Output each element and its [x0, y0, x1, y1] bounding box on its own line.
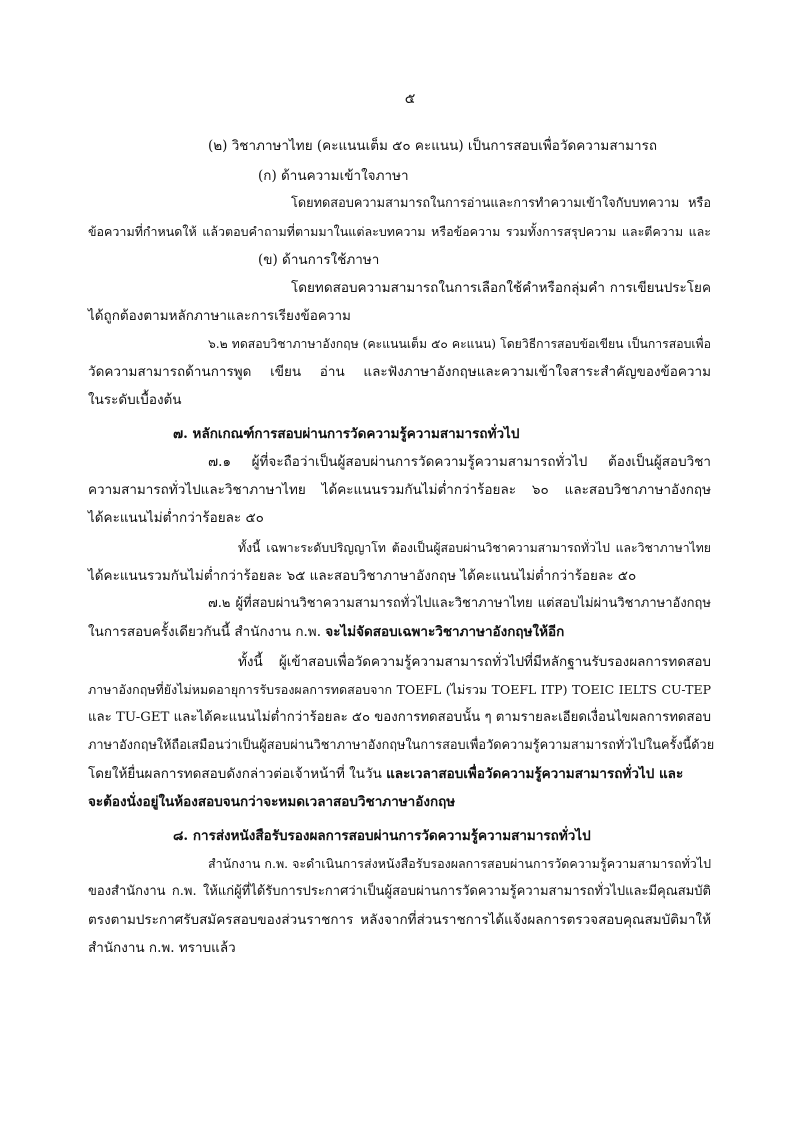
thai-usage-heading: (ข) ด้านการใช้ภาษา: [258, 252, 380, 268]
page-number: ๕: [404, 91, 416, 107]
english-test-line-3: ในระดับเบื้องต้น: [88, 392, 182, 408]
section-7-2-line-2: [88, 622, 564, 642]
thai-usage-line-2: ได้ถูกต้องตามหลักภาษาและการเรียงข้อความ: [88, 308, 351, 324]
english-test-line-2: วัดความสามารถด้านการพูด เขียน อ่าน และฟังภาษาอังกฤษและความเข้าใจสาระสำคัญของข้อความ: [88, 364, 711, 380]
section-7-2-text: ในการสอบครั้งเดียวกันนี้ สำนักงาน ก.พ.: [88, 624, 326, 640]
certificate-line-3: และ TU-GET และได้คะแนนไม่ต่ำกว่าร้อยละ ๕๐ ของการทดสอบนั้น ๆ ตามรายละเอียดเงื่อนไขผลการทดสอบ: [88, 710, 711, 725]
thai-comprehension-line-2: ข้อความที่กำหนดให้ แล้วตอบคำถามที่ตามมาในแต่ละบทความ หรือข้อความ รวมทั้งการสรุปความ และตีความ และ: [88, 224, 711, 239]
section-8-heading: ๘. การส่งหนังสือรับรองผลการสอบผ่านการวัดความรู้ความสามารถทั่วไป: [173, 828, 591, 844]
thai-usage-line-1: โดยทดสอบความสามารถในการเลือกใช้คำหรือกลุ่มคำ การเขียนประโยค: [291, 280, 711, 296]
certificate-line-4: ภาษาอังกฤษให้ถือเสมือนว่าเป็นผู้สอบผ่านวิชาภาษาอังกฤษในการสอบเพื่อวัดความรู้ความสามารถทั่วไปในครั้งนี้ด้วย: [88, 738, 715, 753]
section-7-heading: ๗. หลักเกณฑ์การสอบผ่านการวัดความรู้ความสามารถทั่วไป: [173, 426, 520, 442]
section-8-line-4: สำนักงาน ก.พ. ทราบแล้ว: [88, 940, 236, 956]
section-7-2-line-1: ๗.๒ ผู้ที่สอบผ่านวิชาความสามารถทั่วไปและวิชาภาษาไทย แต่สอบไม่ผ่านวิชาภาษาอังกฤษ: [208, 596, 711, 611]
section-8-line-1: สำนักงาน ก.พ. จะดำเนินการส่งหนังสือรับรองผลการสอบผ่านการวัดความรู้ความสามารถทั่วไป: [208, 856, 712, 871]
certificate-submit-time: และเวลาสอบเพื่อวัดความรู้ความสามารถทั่วไป และ: [386, 766, 684, 782]
section-7-1-line-2: ความสามารถทั่วไปและวิชาภาษาไทย ได้คะแนนรวมกันไม่ต่ำกว่าร้อยละ ๖๐ และสอบวิชาภาษาอังกฤษ: [88, 482, 711, 498]
master-degree-line-2: ได้คะแนนรวมกันไม่ต่ำกว่าร้อยละ ๖๕ และสอบวิชาภาษาอังกฤษ ได้คะแนนไม่ต่ำกว่าร้อยละ ๕๐: [88, 568, 637, 584]
section-8-line-3: ตรงตามประกาศรับสมัครสอบของส่วนราชการ หลังจากที่ส่วนราชการได้แจ้งผลการตรวจสอบคุณสมบัติมาให้: [88, 912, 711, 928]
master-degree-line-1: ทั้งนี้ เฉพาะระดับปริญญาโท ต้องเป็นผู้สอบผ่านวิชาความสามารถทั่วไป และวิชาภาษาไทย: [238, 541, 711, 555]
section-8-line-2: ของสำนักงาน ก.พ. ให้แก่ผู้ที่ได้รับการประกาศว่าเป็นผู้สอบผ่านการวัดความรู้ความสามารถทั่วไปและมีคุณสมบัติ: [88, 884, 711, 899]
english-test-line-1: ๖.๒ ทดสอบวิชาภาษาอังกฤษ (คะแนนเต็ม ๕๐ คะแนน) โดยวิธีการสอบข้อเขียน เป็นการสอบเพื่อ: [208, 337, 711, 351]
section-7-1-line-3: ได้คะแนนไม่ต่ำกว่าร้อยละ ๕๐: [88, 510, 264, 526]
thai-subject-heading: (๒) วิชาภาษาไทย (คะแนนเต็ม ๕๐ คะแนน) เป็นการสอบเพื่อวัดความสามารถ: [208, 138, 658, 154]
certificate-line-2: ภาษาอังกฤษที่ยังไม่หมดอายุการรับรองผลการทดสอบจาก TOEFL (ไม่รวม TOEFL ITP) TOEIC IELTS CU-TEP: [88, 682, 711, 697]
certificate-submit-text: โดยให้ยื่นผลการทดสอบดังกล่าวต่อเจ้าหน้าที่ ในวัน: [88, 766, 387, 782]
certificate-line-5: [88, 764, 683, 784]
thai-comprehension-line-1: โดยทดสอบความสามารถในการอ่านและการทำความเข้าใจกับบทความ หรือ: [291, 196, 711, 211]
certificate-line-1: ทั้งนี้ ผู้เข้าสอบเพื่อวัดความรู้ความสามารถทั่วไปที่มีหลักฐานรับรองผลการทดสอบ: [238, 654, 711, 670]
no-separate-english-exam-notice: จะไม่จัดสอบเฉพาะวิชาภาษาอังกฤษให้อีก: [325, 624, 565, 640]
thai-comprehension-heading: (ก) ด้านความเข้าใจภาษา: [258, 168, 409, 184]
section-7-1-line-1: ๗.๑ ผู้ที่จะถือว่าเป็นผู้สอบผ่านการวัดความรู้ความสามารถทั่วไป ต้องเป็นผู้สอบวิชา: [208, 454, 711, 470]
certificate-line-6: จะต้องนั่งอยู่ในห้องสอบจนกว่าจะหมดเวลาสอบวิชาภาษาอังกฤษ: [88, 794, 456, 810]
